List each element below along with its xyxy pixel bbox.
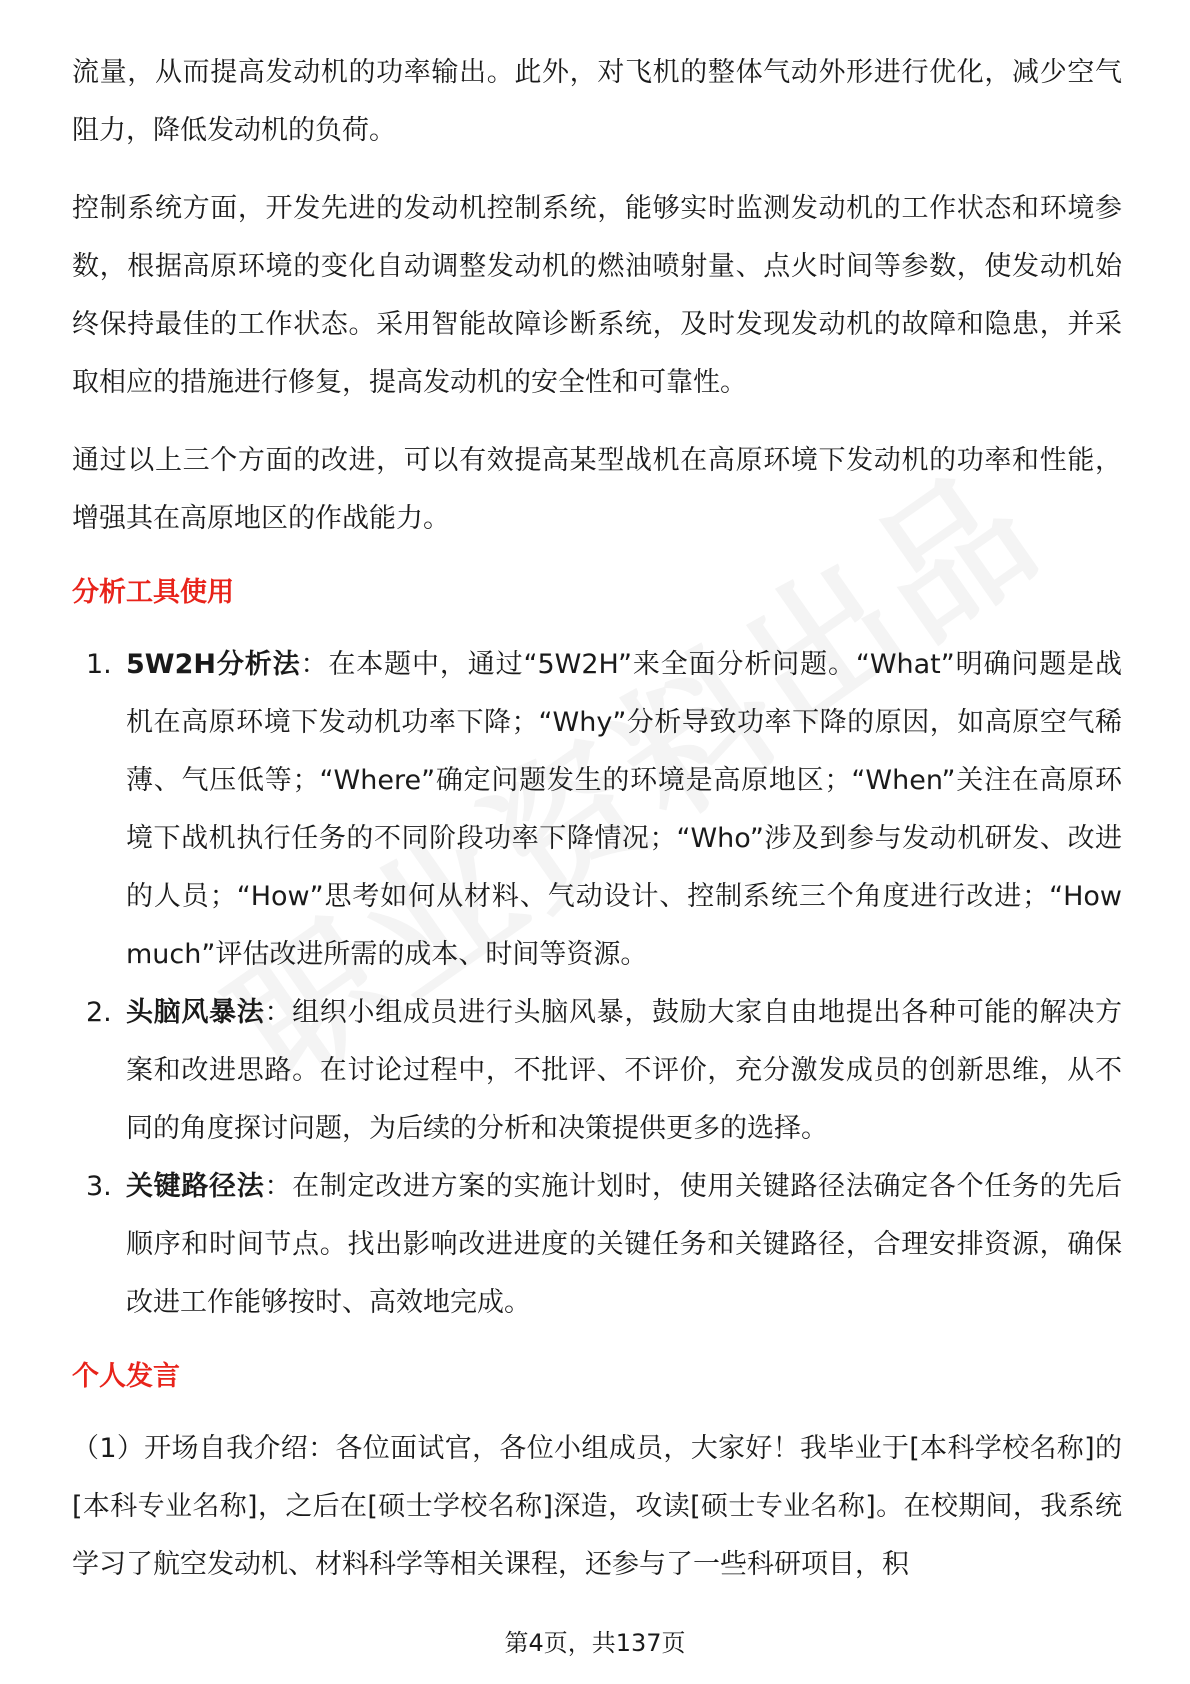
heading-personal-speech: 个人发言 — [72, 1361, 180, 1392]
list-item — [72, 984, 1122, 1158]
list-item-title: 5W2H分析法 — [126, 649, 301, 680]
list-item-text: ：在制定改进方案的实施计划时，使用关键路径法确定各个任务的先后顺序和时间节点。找出影响改进进度的关键任务和关键路径，合理安排资源，确保改进工作能够按时、高效地完成。 — [126, 1171, 1123, 1318]
list-item-title: 关键路径法 — [126, 1171, 265, 1202]
page-number-footer: 第4页，共137页 — [504, 1629, 686, 1657]
list-item — [72, 1158, 1122, 1332]
list-item-number: 3. — [86, 1171, 112, 1202]
analysis-tools-list — [72, 636, 1122, 1332]
list-item-title: 头脑风暴法 — [126, 997, 265, 1028]
list-item-text: ：在本题中，通过“5W2H”来全面分析问题。“What”明确问题是战机在高原环境下发动机功率下降；“Why”分析导致功率下降的原因，如高原空气稀薄、气压低等；“Where”确定问题发生的环境是高原地区；“When”关注在高原环境下战机执行任务的不同阶段功率下降情况；“Who”涉及到参与发动机研发、改进的人员；“How”思考如何从材料、气动设计、控制系统三个角度进行改进；“How much”评估改进所需的成本、时间等资源。 — [126, 649, 1122, 970]
list-item-number: 2. — [86, 997, 112, 1028]
list-item — [72, 636, 1122, 984]
list-item-number: 1. — [86, 649, 112, 680]
page-content — [72, 44, 1122, 1614]
heading-analysis-tools: 分析工具使用 — [72, 577, 234, 608]
paragraph-control-system: 控制系统方面，开发先进的发动机控制系统，能够实时监测发动机的工作状态和环境参数，根据高原环境的变化自动调整发动机的燃油喷射量、点火时间等参数，使发动机始终保持最佳的工作状态。采用智能故障诊断系统，及时发现发动机的故障和隐患，并采取相应的措施进行修复，提高发动机的安全性和可靠性。 — [72, 193, 1122, 398]
paragraph-self-introduction: （1）开场自我介绍：各位面试官，各位小组成员，大家好！我毕业于[本科学校名称]的[本科专业名称]，之后在[硕士学校名称]深造，攻读[硕士专业名称]。在校期间，我系统学习了航空发动机、材料科学等相关课程，还参与了一些科研项目，积 — [72, 1433, 1122, 1580]
paragraph-conclusion: 通过以上三个方面的改进，可以有效提高某型战机在高原环境下发动机的功率和性能，增强其在高原地区的作战能力。 — [72, 445, 1122, 534]
list-item-text: ：组织小组成员进行头脑风暴，鼓励大家自由地提出各种可能的解决方案和改进思路。在讨论过程中，不批评、不评价，充分激发成员的创新思维，从不同的角度探讨问题，为后续的分析和决策提供更多的选择。 — [126, 997, 1123, 1144]
paragraph-aero-optimization: 流量，从而提高发动机的功率输出。此外，对飞机的整体气动外形进行优化，减少空气阻力，降低发动机的负荷。 — [72, 57, 1122, 146]
